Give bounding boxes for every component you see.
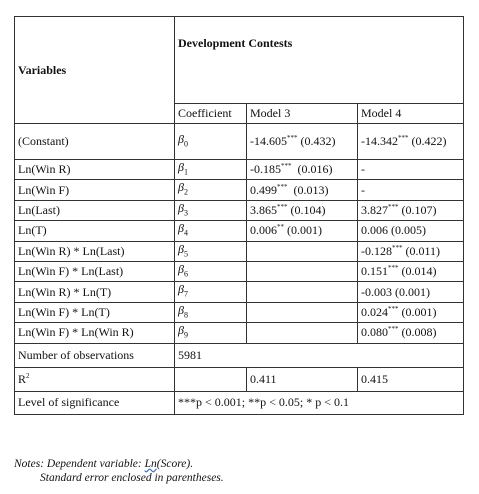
r-squared-row — [15, 367, 464, 391]
significance-label: Level of significance — [15, 391, 175, 414]
model3-value: 3.865*** (0.104) — [247, 200, 358, 220]
variable-name: Ln(Win F) * Ln(T) — [15, 302, 175, 322]
model3-value: -0.185*** (0.016) — [247, 160, 358, 180]
variable-name: Ln(Win F) * Ln(Win R) — [15, 323, 175, 343]
table-row — [15, 282, 464, 302]
model3-value: -14.605*** (0.432) — [247, 124, 358, 160]
r-squared-model3: 0.411 — [247, 367, 358, 391]
variable-name: Ln(Win R) * Ln(T) — [15, 282, 175, 302]
variable-name: Ln(Win F) * Ln(Last) — [15, 261, 175, 281]
table-row — [15, 180, 464, 200]
coefficient-rows — [15, 124, 464, 344]
regression-table — [14, 16, 464, 415]
model3-header: Model 3 — [247, 104, 358, 124]
coefficient-symbol: $\beta_2$ — [175, 180, 247, 200]
observations-label: Number of observations — [15, 343, 175, 367]
model4-value: -14.342*** (0.422) — [358, 124, 464, 160]
notes-line-2: Standard error enclosed in parentheses. — [40, 472, 224, 484]
r-squared-empty — [175, 367, 247, 391]
r-squared-label: $R^2$ — [15, 367, 175, 391]
variable-name: Ln(T) — [15, 221, 175, 241]
coefficient-symbol: $\beta_5$ — [175, 241, 247, 261]
table-row — [15, 323, 464, 343]
model3-value — [247, 261, 358, 281]
coefficient-symbol: $\beta_9$ — [175, 323, 247, 343]
variable-name: Ln(Last) — [15, 200, 175, 220]
model4-value: 0.080*** (0.008) — [358, 323, 464, 343]
table-row — [15, 302, 464, 322]
variables-header: Variables — [15, 17, 175, 124]
coefficient-symbol: $\beta_8$ — [175, 302, 247, 322]
variable-name: Ln(Win F) — [15, 180, 175, 200]
table-row — [15, 261, 464, 281]
table-row — [15, 160, 464, 180]
observations-value: 5981 — [175, 343, 464, 367]
model4-header: Model 4 — [358, 104, 464, 124]
table-row — [15, 200, 464, 220]
model3-value: 0.006** (0.001) — [247, 221, 358, 241]
model3-value — [247, 282, 358, 302]
model4-value: -0.128*** (0.011) — [358, 241, 464, 261]
header-row — [15, 17, 464, 104]
coefficient-header: Coefficient — [175, 104, 247, 124]
notes-line-1: Notes: Dependent variable: Ln(Score). — [14, 458, 194, 470]
model4-value: - — [358, 160, 464, 180]
table-row — [15, 241, 464, 261]
model4-value: 0.024*** (0.001) — [358, 302, 464, 322]
model4-value: -0.003 (0.001) — [358, 282, 464, 302]
coefficient-symbol: $\beta_1$ — [175, 160, 247, 180]
model4-value: 0.151*** (0.014) — [358, 261, 464, 281]
observations-row — [15, 343, 464, 367]
r-squared-model4: 0.415 — [358, 367, 464, 391]
variable-name: Ln(Win R) * Ln(Last) — [15, 241, 175, 261]
coefficient-symbol: $\beta_7$ — [175, 282, 247, 302]
coefficient-symbol: $\beta_3$ — [175, 200, 247, 220]
model3-value — [247, 241, 358, 261]
variable-name: Ln(Win R) — [15, 160, 175, 180]
significance-value: ***p < 0.001; **p < 0.05; * p < 0.1 — [175, 391, 464, 414]
model3-value — [247, 302, 358, 322]
coefficient-symbol: $\beta_0$ — [175, 124, 247, 160]
model4-value: 3.827*** (0.107) — [358, 200, 464, 220]
model4-value: - — [358, 180, 464, 200]
table-row — [15, 221, 464, 241]
table-notes — [14, 457, 224, 485]
model3-value: 0.499*** (0.013) — [247, 180, 358, 200]
variable-name: (Constant) — [15, 124, 175, 160]
model4-value: 0.006 (0.005) — [358, 221, 464, 241]
coefficient-symbol: $\beta_6$ — [175, 261, 247, 281]
model3-value — [247, 323, 358, 343]
significance-row — [15, 391, 464, 414]
development-contests-header: Development Contests — [175, 17, 464, 104]
table-row — [15, 124, 464, 160]
coefficient-symbol: $\beta_4$ — [175, 221, 247, 241]
